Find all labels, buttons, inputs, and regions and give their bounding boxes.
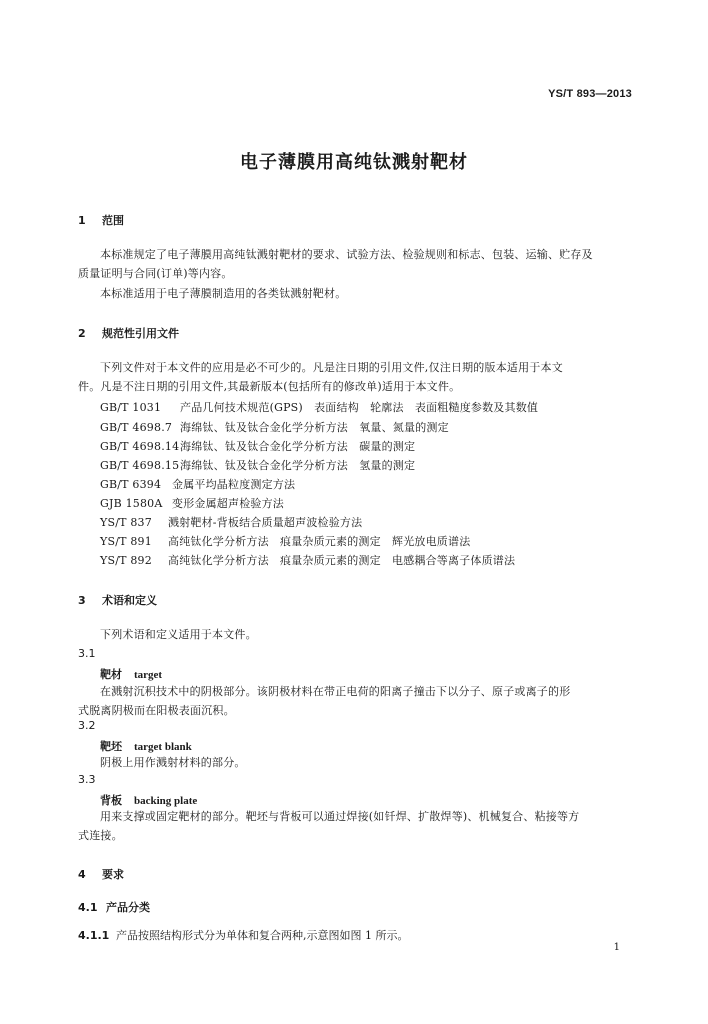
- clause-4-1-1: [78, 927, 409, 943]
- subsection-number: 4.1: [78, 901, 98, 914]
- reference-item: [100, 476, 295, 492]
- reference-title: 变形金属超声检验方法: [172, 497, 284, 510]
- section-number: 1: [78, 214, 86, 227]
- reference-code: YS/T 837: [100, 516, 152, 529]
- section-title: 要求: [102, 868, 124, 881]
- subsection-title: 产品分类: [106, 901, 150, 914]
- clause-number: 4.1.1: [78, 929, 110, 942]
- term-number: 3.1: [78, 647, 96, 660]
- reference-title: 溅射靶材-背板结合质量超声波检验方法: [168, 516, 363, 529]
- section-2-heading: [78, 325, 179, 341]
- section-title: 术语和定义: [102, 594, 157, 607]
- section-1-heading: [78, 212, 124, 228]
- reference-item: [100, 457, 415, 473]
- term-definition: 式连接。: [78, 829, 123, 842]
- term-heading: [100, 666, 162, 682]
- term-definition: 阴极上用作溅射材料的部分。: [100, 756, 246, 769]
- reference-code: GB/T 4698.14: [100, 440, 180, 453]
- section-number: 4: [78, 868, 86, 881]
- paragraph: 下列文件对于本文件的应用是必不可少的。凡是注日期的引用文件,仅注日期的版本适用于本文: [100, 361, 563, 374]
- document-title: 电子薄膜用高纯钛溅射靶材: [240, 152, 468, 173]
- reference-title: 海绵钛、钛及钛合金化学分析方法 氢量的测定: [180, 459, 416, 472]
- section-4-heading: [78, 866, 124, 882]
- reference-title: 海绵钛、钛及钛合金化学分析方法 氧量、氮量的测定: [180, 421, 449, 434]
- paragraph: 下列术语和定义适用于本文件。: [100, 628, 257, 641]
- term-number: 3.2: [78, 719, 96, 732]
- clause-text: 产品按照结构形式分为单体和复合两种,示意图如图 1 所示。: [116, 929, 409, 942]
- reference-title: 高纯钛化学分析方法 痕量杂质元素的测定 电感耦合等离子体质谱法: [168, 554, 516, 567]
- subsection-4-1-heading: [78, 899, 150, 915]
- term-english: target blank: [134, 741, 192, 753]
- reference-code: GB/T 1031: [100, 401, 162, 414]
- section-number: 2: [78, 327, 86, 340]
- reference-item: [100, 399, 538, 415]
- reference-item: [100, 552, 515, 568]
- section-title: 规范性引用文件: [102, 327, 179, 340]
- term-chinese: 靶材: [100, 668, 122, 681]
- paragraph: 件。凡是不注日期的引用文件,其最新版本(包括所有的修改单)适用于本文件。: [78, 380, 461, 393]
- reference-item: [100, 533, 470, 549]
- term-definition: 式脱离阴极而在阳极表面沉积。: [78, 704, 235, 717]
- term-number: 3.3: [78, 773, 96, 786]
- term-definition: 在溅射沉积技术中的阴极部分。该阴极材料在带正电荷的阳离子撞击下以分子、原子或离子的形: [100, 685, 571, 698]
- term-chinese: 靶坯: [100, 740, 122, 753]
- section-title: 范围: [102, 214, 124, 227]
- term-chinese: 背板: [100, 794, 122, 807]
- reference-code: GB/T 6394: [100, 478, 162, 491]
- reference-code: YS/T 891: [100, 535, 152, 548]
- paragraph: 质量证明与合同(订单)等内容。: [78, 267, 233, 280]
- section-number: 3: [78, 594, 86, 607]
- standard-code: YS/T 893—2013: [548, 88, 632, 100]
- reference-item: [100, 514, 362, 530]
- reference-item: [100, 495, 284, 511]
- page-number: 1: [613, 942, 620, 953]
- reference-title: 产品几何技术规范(GPS) 表面结构 轮廓法 表面粗糙度参数及其数值: [180, 401, 539, 414]
- reference-title: 高纯钛化学分析方法 痕量杂质元素的测定 辉光放电质谱法: [168, 535, 471, 548]
- term-heading: [100, 792, 197, 808]
- reference-code: GB/T 4698.15: [100, 459, 180, 472]
- reference-code: GJB 1580A: [100, 497, 163, 510]
- reference-code: GB/T 4698.7: [100, 421, 173, 434]
- reference-item: [100, 419, 449, 435]
- paragraph: 本标准适用于电子薄膜制造用的各类钛溅射靶材。: [100, 287, 347, 300]
- reference-code: YS/T 892: [100, 554, 152, 567]
- term-english: target: [134, 669, 163, 681]
- reference-title: 金属平均晶粒度测定方法: [172, 478, 296, 491]
- paragraph: 本标准规定了电子薄膜用高纯钛溅射靶材的要求、试验方法、检验规则和标志、包装、运输、贮存及: [100, 248, 593, 261]
- reference-item: [100, 438, 415, 454]
- term-heading: [100, 738, 192, 754]
- section-3-heading: [78, 592, 157, 608]
- term-definition: 用来支撑或固定靶材的部分。靶坯与背板可以通过焊接(如钎焊、扩散焊等)、机械复合、粘接等方: [100, 810, 580, 823]
- reference-title: 海绵钛、钛及钛合金化学分析方法 碳量的测定: [180, 440, 416, 453]
- term-english: backing plate: [134, 795, 198, 807]
